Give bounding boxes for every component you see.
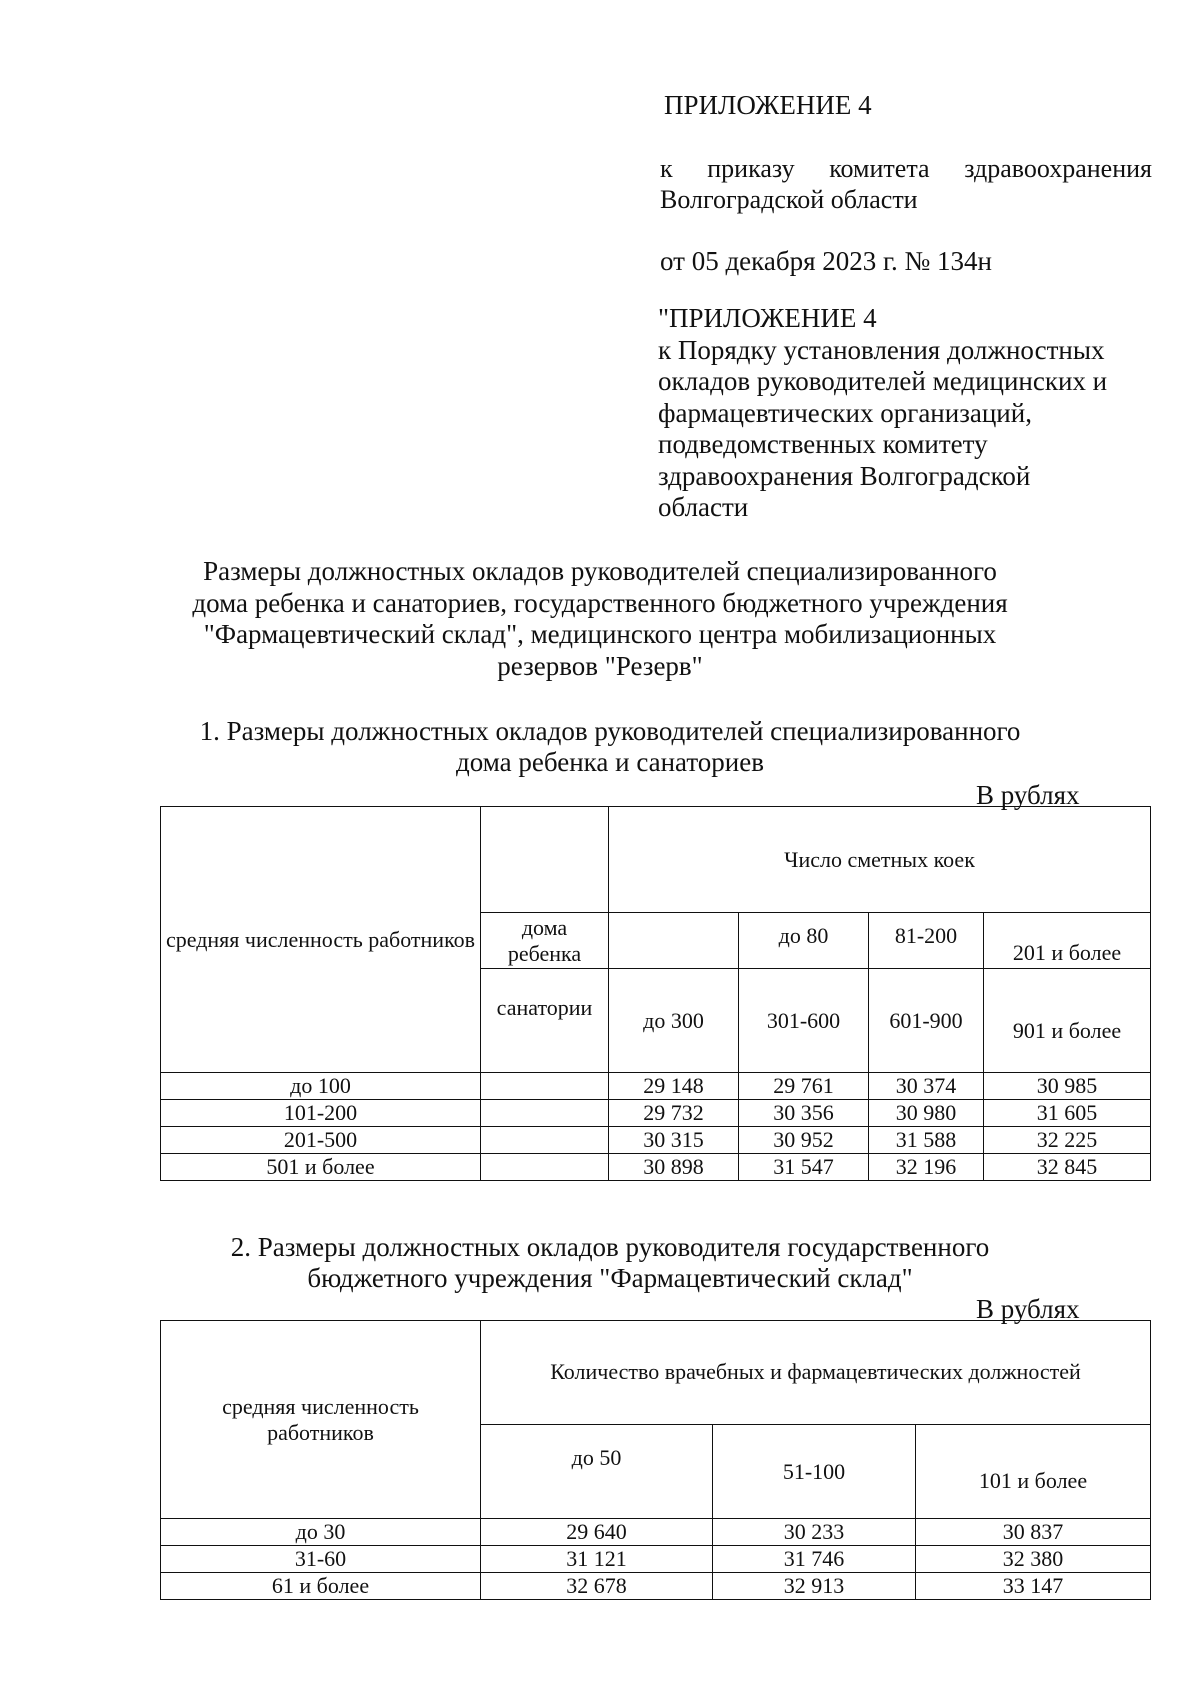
group-header-cell: Количество врачебных и фармацевтических должностей bbox=[481, 1321, 1151, 1425]
section1-title bbox=[160, 716, 1060, 778]
column-header-cell: 301-600 bbox=[739, 969, 869, 1073]
value-cell: 30 980 bbox=[869, 1100, 984, 1127]
row-header-cell: средняя численность работников bbox=[161, 1321, 481, 1519]
column-header-cell: до 300 bbox=[609, 969, 739, 1073]
column-header-cell: 51-100 bbox=[713, 1425, 916, 1519]
column-header-cell: 201 и более bbox=[984, 913, 1151, 969]
group-header-cell: Число сметных коек bbox=[609, 807, 1151, 913]
row-label-cell: 501 и более bbox=[161, 1154, 481, 1181]
row-label-cell: 101-200 bbox=[161, 1100, 481, 1127]
row-header-cell: средняя численность работников bbox=[161, 807, 481, 1073]
quoted-appendix-line: к Порядку установления должностных bbox=[658, 334, 1105, 365]
table-row bbox=[161, 1546, 1151, 1573]
value-cell: 31 121 bbox=[481, 1546, 713, 1573]
value-cell: 30 898 bbox=[609, 1154, 739, 1181]
document-title-line: "Фармацевтический склад", медицинского центра мобилизационных bbox=[203, 619, 997, 649]
column-header-cell: до 80 bbox=[739, 913, 869, 969]
subrow-label-cell: дома ребенка bbox=[481, 913, 609, 969]
value-cell: 30 374 bbox=[869, 1073, 984, 1100]
table-row bbox=[161, 1519, 1151, 1546]
value-cell: 29 732 bbox=[609, 1100, 739, 1127]
value-cell: 33 147 bbox=[916, 1573, 1151, 1600]
empty-cell bbox=[481, 1127, 609, 1154]
value-cell: 29 148 bbox=[609, 1073, 739, 1100]
row-label-cell: 31-60 bbox=[161, 1546, 481, 1573]
value-cell: 29 640 bbox=[481, 1519, 713, 1546]
quoted-appendix-line: подведомственных комитету bbox=[658, 429, 988, 459]
document-title bbox=[150, 556, 1050, 682]
empty-cell bbox=[481, 1100, 609, 1127]
empty-cell bbox=[481, 807, 609, 913]
value-cell: 30 233 bbox=[713, 1519, 916, 1546]
value-cell: 32 913 bbox=[713, 1573, 916, 1600]
order-reference-line: Волгоградской области bbox=[660, 185, 918, 214]
value-cell: 32 845 bbox=[984, 1154, 1151, 1181]
table-row bbox=[161, 1573, 1151, 1600]
column-header-cell: 81-200 bbox=[869, 913, 984, 969]
column-header-cell: 901 и более bbox=[984, 969, 1151, 1073]
section2-units: В рублях bbox=[976, 1294, 1080, 1324]
value-cell: 31 605 bbox=[984, 1100, 1151, 1127]
quoted-appendix-line: окладов руководителей медицинских и bbox=[658, 366, 1108, 396]
empty-cell bbox=[481, 1154, 609, 1181]
order-date: от 05 декабря 2023 г. № 134н bbox=[660, 246, 993, 276]
column-header-cell: до 50 bbox=[481, 1425, 713, 1519]
value-cell: 30 952 bbox=[739, 1127, 869, 1154]
value-cell: 32 196 bbox=[869, 1154, 984, 1181]
order-reference-line: к приказу комитета здравоохранения bbox=[660, 154, 1152, 183]
section2-title-line: 2. Размеры должностных окладов руководителя государственного bbox=[230, 1232, 990, 1262]
column-header-cell: 101 и более bbox=[916, 1425, 1151, 1519]
table-row bbox=[161, 1073, 1151, 1100]
value-cell: 29 761 bbox=[739, 1073, 869, 1100]
column-header-cell: 601-900 bbox=[869, 969, 984, 1073]
subrow-label-cell: санатории bbox=[481, 969, 609, 1073]
quoted-appendix-line: области bbox=[658, 492, 749, 522]
empty-cell bbox=[481, 1073, 609, 1100]
row-label-cell: 201-500 bbox=[161, 1127, 481, 1154]
document-title-line: резервов "Резерв" bbox=[497, 650, 703, 681]
section1-table bbox=[160, 806, 1151, 1181]
section2-title bbox=[160, 1232, 1060, 1294]
value-cell: 32 380 bbox=[916, 1546, 1151, 1573]
document-title-line: Размеры должностных окладов руководителей специализированного bbox=[203, 556, 997, 586]
value-cell: 32 225 bbox=[984, 1127, 1151, 1154]
row-label-cell: 61 и более bbox=[161, 1573, 481, 1600]
section2-title-line: бюджетного учреждения "Фармацевтический склад" bbox=[307, 1263, 913, 1293]
document-title-line: дома ребенка и санаториев, государственного бюджетного учреждения bbox=[192, 587, 1008, 618]
appendix-title: ПРИЛОЖЕНИЕ 4 bbox=[664, 90, 872, 120]
value-cell: 31 588 bbox=[869, 1127, 984, 1154]
value-cell: 31 547 bbox=[739, 1154, 869, 1181]
section2-table bbox=[160, 1320, 1151, 1600]
row-label-cell: до 100 bbox=[161, 1073, 481, 1100]
value-cell: 32 678 bbox=[481, 1573, 713, 1600]
quoted-appendix-line: фармацевтических организаций, bbox=[658, 397, 1032, 428]
value-cell: 30 356 bbox=[739, 1100, 869, 1127]
column-header-cell bbox=[609, 913, 739, 969]
value-cell: 30 837 bbox=[916, 1519, 1151, 1546]
value-cell: 31 746 bbox=[713, 1546, 916, 1573]
table-row bbox=[161, 1154, 1151, 1181]
table-row bbox=[161, 1127, 1151, 1154]
section1-units: В рублях bbox=[976, 780, 1080, 810]
section1-title-line: дома ребенка и санаториев bbox=[456, 747, 764, 777]
table-row bbox=[161, 1100, 1151, 1127]
value-cell: 30 985 bbox=[984, 1073, 1151, 1100]
quoted-appendix-line: здравоохранения Волгоградской bbox=[658, 460, 1031, 491]
value-cell: 30 315 bbox=[609, 1127, 739, 1154]
section1-title-line: 1. Размеры должностных окладов руководителей специализированного bbox=[199, 716, 1021, 746]
order-reference bbox=[660, 153, 1152, 215]
row-label-cell: до 30 bbox=[161, 1519, 481, 1546]
quoted-appendix bbox=[658, 303, 1178, 524]
quoted-appendix-title: "ПРИЛОЖЕНИЕ 4 bbox=[658, 303, 877, 333]
